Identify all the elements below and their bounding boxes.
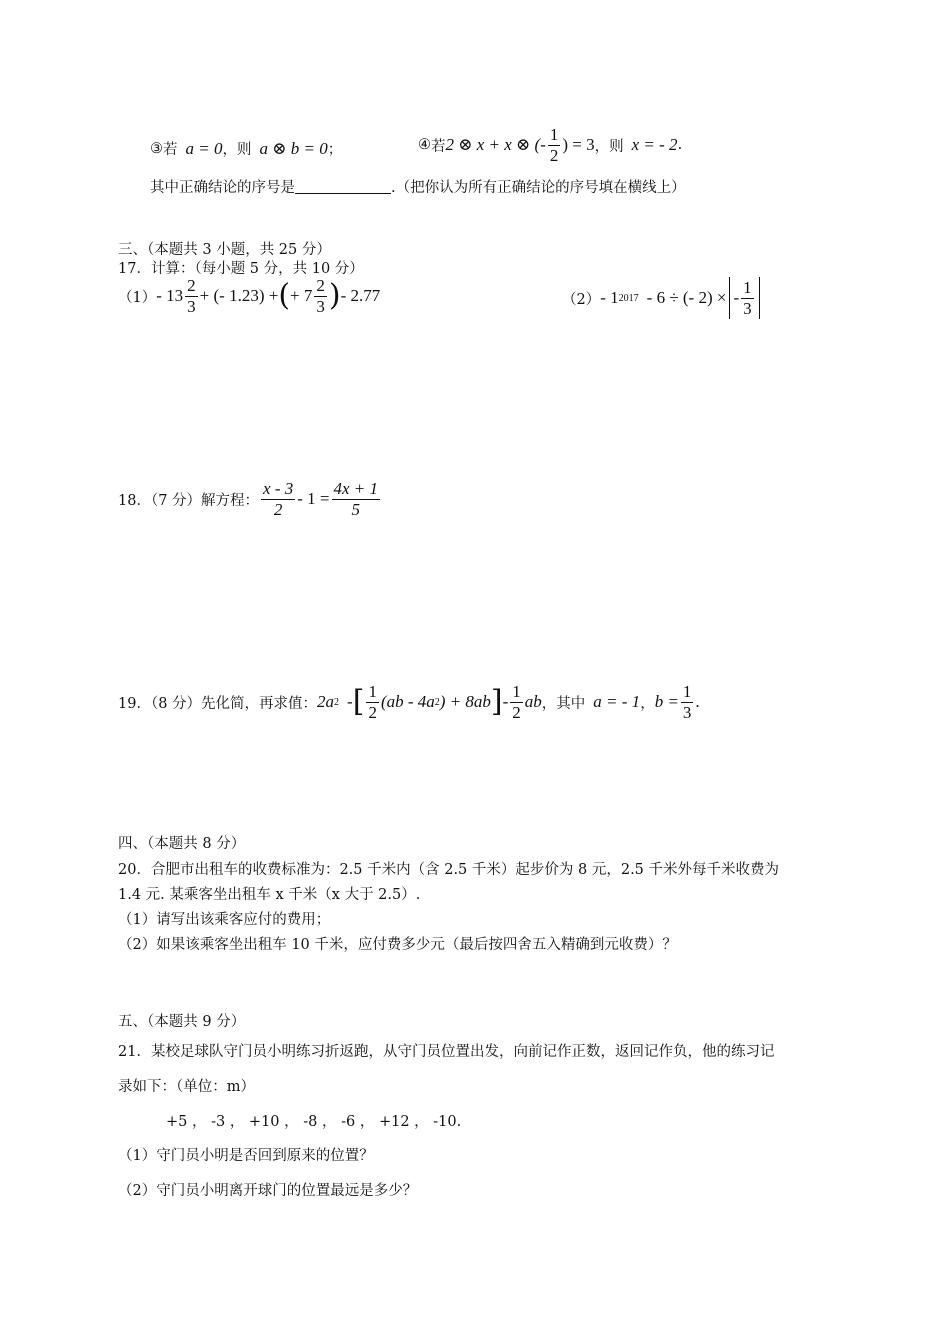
conclusion-4	[418, 126, 682, 165]
section-5-heading: 五、（本题共 9 分）	[118, 1014, 246, 1030]
q19-label: 19．（8 分）先化简，再求值：	[118, 695, 318, 712]
fraction-two-thirds: $\frac{2}{3}$	[316, 276, 325, 316]
semicolon: ；	[327, 142, 343, 158]
q21-part1: （1）守门员小明是否回到原来的位置？	[118, 1148, 374, 1164]
q17-part1: （1） - 13 $\frac{2}{3}$ + (- 1.23) + ( + 7 $\frac{2}{3}$ ) - 2.77	[118, 276, 381, 316]
value-a: a = - 1	[593, 692, 641, 712]
q21-part2: （2）守门员小明离开球门的位置最远是多少？	[118, 1183, 418, 1199]
q17-title: 17．计算：（每小题 5 分，共 10 分）	[118, 261, 364, 277]
part-label: （2）	[562, 291, 601, 308]
fraction-right: $\frac{4x + 1}{5}$	[333, 479, 379, 519]
absolute-bar-left	[729, 277, 730, 319]
fraction-one-half: $\frac{1}{2}$	[512, 682, 521, 722]
section-3-heading: 三、（本题共 3 小题，共 25 分）	[118, 242, 331, 258]
value-b: b =	[654, 692, 679, 712]
result-a-otimes-b: a ⊗ b = 0	[259, 138, 328, 158]
answer-suffix: .（把你认为所有正确结论的序号填在横线上）	[391, 180, 686, 196]
right-paren: )	[328, 278, 341, 314]
q21-records: +5 ， -3 ， +10 ， -8 ， -6 ， +12 ， -10.	[166, 1114, 462, 1130]
left-bracket: [	[352, 684, 365, 720]
part-label: （1）	[118, 289, 157, 306]
q17-part2: （2） - 1 2017 - 6 ÷ (- 2) × - $\frac{1}{3}$	[562, 277, 763, 319]
fraction-one-third: $\frac{1}{3}$	[743, 277, 752, 318]
equation-rhs: ) = 3	[562, 135, 595, 155]
q20-line1: 20．合肥市出租车的收费标准为：2.5 千米内（含 2.5 千米）起步价为 8 元，2.5 千米外每千米收费为	[118, 862, 780, 878]
word-ruo: 若	[431, 138, 446, 155]
answer-blank[interactable]	[295, 179, 391, 194]
fraction-one-half: $\frac{1}{2}$	[549, 125, 559, 165]
fraction-one-third: $\frac{1}{3}$	[682, 682, 692, 722]
word-ze: ，则	[594, 138, 624, 155]
circle-number-4: ④	[418, 137, 431, 154]
period: .	[677, 137, 683, 154]
word-ze: ，则	[222, 142, 252, 158]
result-x: x = - 2	[631, 135, 678, 155]
word-ruo: 若	[163, 142, 178, 158]
fraction-left: $\frac{x - 3}{2}$	[263, 479, 294, 519]
q18-label: 18．（7 分）解方程：	[118, 492, 260, 509]
left-paren: (	[278, 278, 291, 314]
section-4-heading: 四、（本题共 8 分）	[118, 836, 246, 852]
q21-line1: 21．某校足球队守门员小明练习折返跑，从守门员位置出发，向前记作正数，返回记作负，他的练习记	[118, 1044, 775, 1060]
answer-prefix: 其中正确结论的序号是	[150, 180, 295, 196]
right-bracket: ]	[490, 684, 503, 720]
conclusion-3	[150, 138, 342, 159]
fraction-one-half: $\frac{1}{2}$	[368, 682, 377, 722]
fraction-two-thirds: $\frac{2}{3}$	[187, 276, 196, 316]
q19: 19．（8 分）先化简，再求值： 2a 2 - [ $\frac{1}{2}$ (ab - 4a 2 ) + 8ab ] - $\frac{1}{2}$ ab ，其中 a = - 1 ， b = $\frac{1}{3}$ .	[118, 682, 700, 722]
circle-number-3: ③	[150, 140, 163, 157]
answer-line	[150, 176, 686, 197]
equation-lhs: 2 ⊗ x + x ⊗ (-	[445, 135, 546, 155]
q20-line2: 1.4 元. 某乘客坐出租车 x 千米（x 大于 2.5）.	[118, 887, 421, 903]
q18: 18．（7 分）解方程： $\frac{x - 3}{2}$ - 1 = $\frac{4x + 1}{5}$	[118, 479, 379, 519]
q21-line2: 录如下：（单位：m）	[118, 1079, 255, 1095]
q20-part1: （1）请写出该乘客应付的费用；	[118, 912, 331, 928]
exponent: 2017	[618, 292, 639, 304]
q20-part2: （2）如果该乘客坐出租车 10 千米，应付费多少元（最后按四舍五入精确到元收费）？	[118, 937, 677, 953]
condition-a-eq-0: a = 0	[185, 138, 223, 158]
absolute-bar-right	[759, 277, 760, 319]
